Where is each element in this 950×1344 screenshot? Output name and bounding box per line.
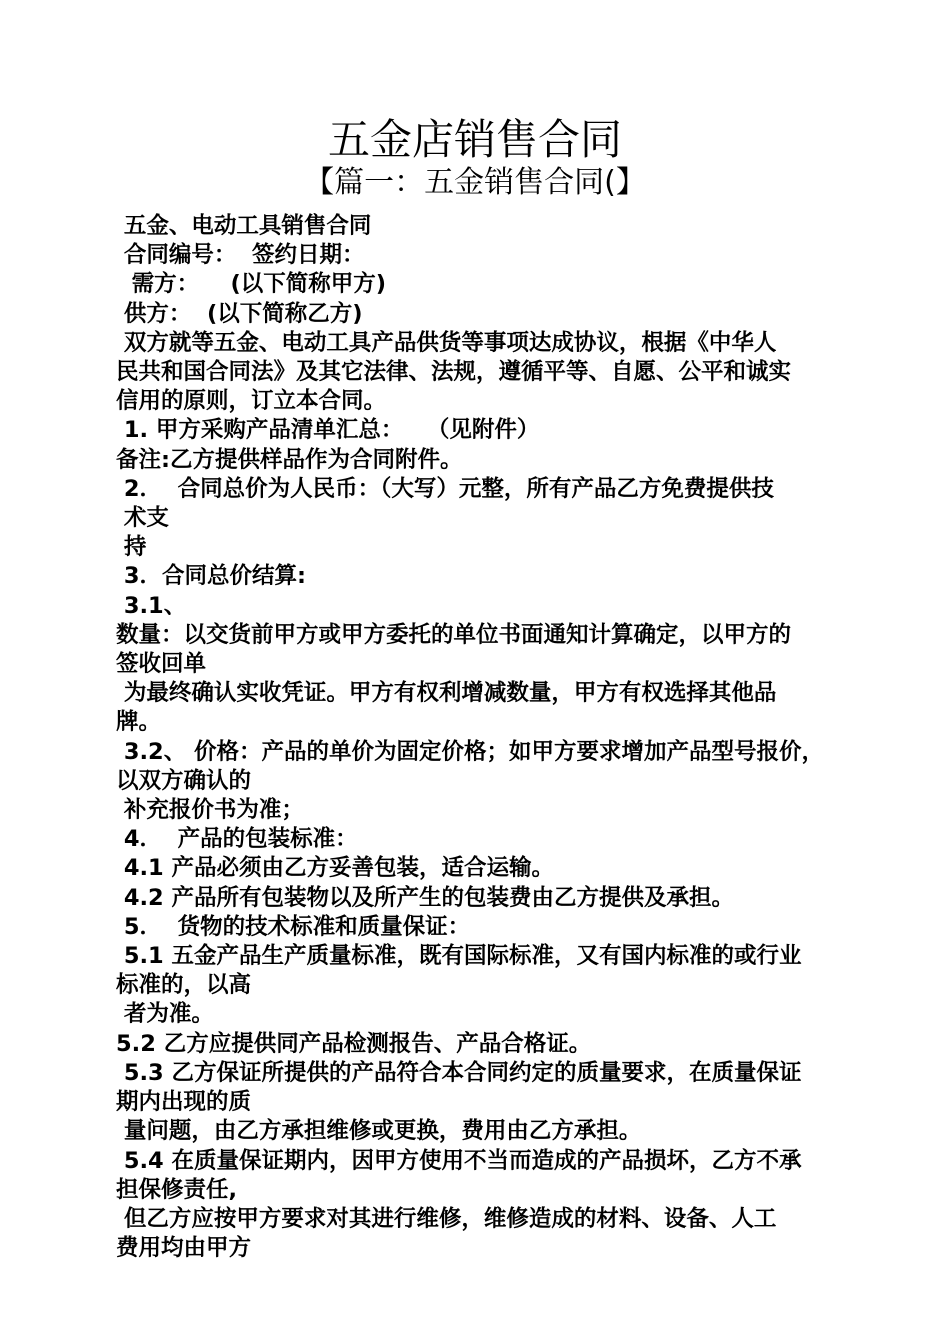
text-line: 备注:乙方提供样品作为合同附件。 — [116, 446, 463, 473]
document-title: 五金店销售合同 — [327, 115, 622, 164]
text-line: 合同编号： 签约日期： — [116, 242, 365, 269]
text-line: 期内出现的质 — [116, 1089, 252, 1116]
text-line: 术支 — [116, 505, 169, 532]
text-line: 者为准。 — [116, 1001, 214, 1028]
text-line: 5.2 乙方应提供同产品检测报告、产品合格证。 — [116, 1030, 592, 1057]
text-line: 数量：以交货前甲方或甲方委托的单位书面通知计算确定，以甲方的 — [116, 621, 792, 648]
text-line: 以双方确认的 — [116, 767, 252, 794]
text-line: 5.4 在质量保证期内，因甲方使用不当而造成的产品损坏，乙方不承 — [116, 1147, 802, 1174]
text-line: 签收回单 — [116, 651, 207, 678]
text-line: 3.2、 价格：产品的单价为固定价格；如甲方要求增加产品型号报价， — [116, 738, 825, 765]
text-line: 民共和国合同法》及其它法律、法规，遵循平等、自愿、公平和诚实 — [116, 359, 792, 386]
text-line: 量问题，由乙方承担维修或更换，费用由乙方承担。 — [116, 1118, 642, 1145]
text-line: 2． 合同总价为人民币：（大写）元整，所有产品乙方免费提供技 — [116, 475, 774, 502]
text-line: 4.1 产品必须由乙方妥善包装，适合运输。 — [116, 855, 555, 882]
text-line: 4． 产品的包装标准： — [116, 826, 358, 853]
text-line: 双方就等五金、电动工具产品供货等事项达成协议，根据《中华人 — [116, 329, 777, 356]
text-line: 担保修责任, — [116, 1176, 238, 1203]
text-line: 1. 甲方采购产品清单汇总： （见附件） — [116, 417, 540, 444]
text-line: 为最终确认实收凭证。甲方有权利增减数量，甲方有权选择其他品 — [116, 680, 777, 707]
contract-body — [116, 212, 846, 1263]
text-line: 3．合同总价结算: — [116, 563, 306, 590]
text-line: 牌。 — [116, 709, 162, 736]
text-line: 标准的，以高 — [116, 972, 252, 999]
text-line: 5． 货物的技术标准和质量保证： — [116, 913, 471, 940]
text-line: 费用均由甲方 — [116, 1235, 252, 1262]
text-line: 5.3 乙方保证所提供的产品符合本合同约定的质量要求，在质量保证 — [116, 1059, 802, 1086]
text-line: 供方： (以下简称乙方) — [116, 300, 363, 327]
text-line: 4.2 产品所有包装物以及所产生的包装费由乙方提供及承担。 — [116, 884, 735, 911]
text-line: 需方： (以下简称甲方) — [116, 271, 387, 298]
document-subtitle: 【篇一：五金销售合同(】 — [304, 165, 646, 200]
text-line: 信用的原则，订立本合同。 — [116, 388, 387, 415]
text-line: 补充报价书为准； — [116, 797, 304, 824]
text-line: 3.1、 — [116, 592, 187, 619]
text-line: 但乙方应按甲方要求对其进行维修，维修造成的材料、设备、人工 — [116, 1205, 777, 1232]
text-line: 五金、电动工具销售合同 — [116, 213, 372, 239]
text-line: 持 — [116, 534, 147, 561]
text-line: 5.1 五金产品生产质量标准，既有国际标准，又有国内标准的或行业 — [116, 943, 802, 970]
